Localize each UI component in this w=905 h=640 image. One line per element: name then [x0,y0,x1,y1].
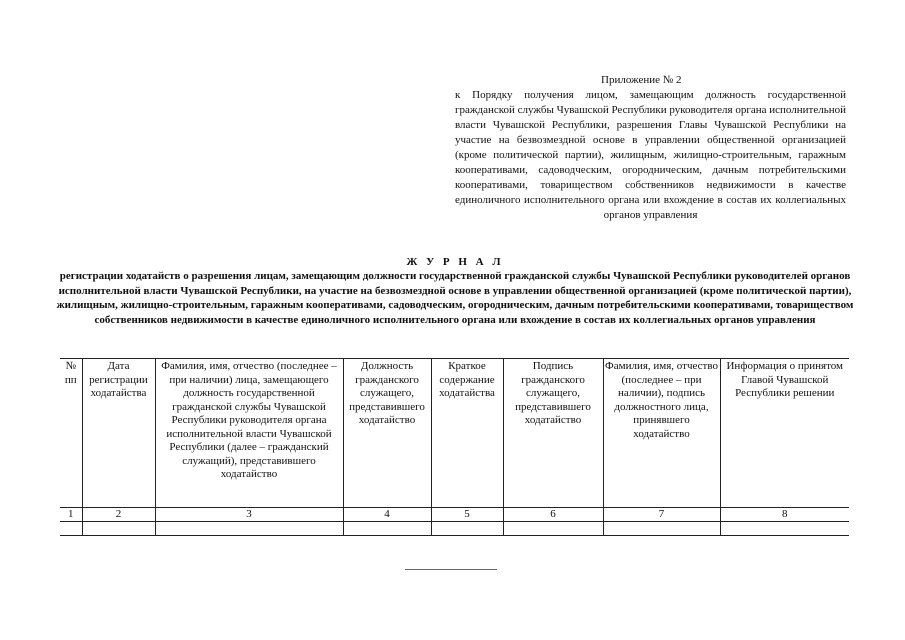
journal-table [60,358,849,536]
column-number-cell: 2 [82,508,155,522]
empty-cell [503,522,603,536]
header-number: № пп [60,359,82,508]
header-full-name: Фамилия, имя, отчество (последнее – при наличии) лица, замещающего должность государственной гражданской службы Чувашской Республики руководителя органа исполнительной власти Чувашской Республики (далее – гражданский служащий), представившего ходатайство [155,359,343,508]
empty-cell [603,522,720,536]
column-number-cell: 5 [431,508,503,522]
footer-rule [405,569,497,570]
journal-subtitle: регистрации ходатайств о разрешения лицам, замещающим должности государственной гражданской службы Чувашской Республики руководителей органов исполнительной власти Чувашской Республики, на участие на безвозмездной основе в управлении общественной организацией (кроме политической партии), жилищным, жилищно-строительным, гаражным кооперативами, садоводческим, огородническим, дачным потребительскими кооперативами, товариществом собственников недвижимости в качестве единоличного исполнительного органа или вхождение в состав их коллегиальных органов управления [56,270,854,326]
empty-cell [60,522,82,536]
column-number-cell: 4 [343,508,431,522]
header-signature: Подпись гражданского служащего, представившего ходатайство [503,359,603,508]
empty-cell [431,522,503,536]
column-number-cell: 8 [720,508,849,522]
table-row [60,522,849,536]
column-number-cell: 7 [603,508,720,522]
header-registration-date: Дата регистрации ходатайства [82,359,155,508]
appendix-title: Приложение № 2 [601,74,682,86]
empty-cell [720,522,849,536]
empty-cell [343,522,431,536]
table-header-row [60,359,849,508]
empty-cell [82,522,155,536]
column-number-cell: 1 [60,508,82,522]
header-accepting-official: Фамилия, имя, отчество (последнее – при наличии), подпись должностного лица, принявшего ходатайство [603,359,720,508]
appendix-text: к Порядку получения лицом, замещающим должность государственной гражданской службы Чувашской Республики руководителя органа исполнительной власти Чувашской Республики, разрешения Главы Чувашской Республики на участие на безвозмездной основе в управлении общественной организацией (кроме политической партии), жилищным, жилищно-строительным, гаражным кооперативами, садоводческим, огородническим, дачным потребительскими кооперативами, товариществом собственников недвижимости в качестве единоличного исполнительного органа или вхождение в состав их коллегиальных органов управления [455,89,846,221]
header-summary: Краткое содержание ходатайства [431,359,503,508]
header-decision-info: Информация о принятом Главой Чувашской Республики решении [720,359,849,508]
table-row [60,508,849,522]
journal-heading: Ж У Р Н А Л [406,256,504,268]
column-number-cell: 6 [503,508,603,522]
column-number-cell: 3 [155,508,343,522]
empty-cell [155,522,343,536]
header-position: Должность гражданского служащего, представившего ходатайство [343,359,431,508]
